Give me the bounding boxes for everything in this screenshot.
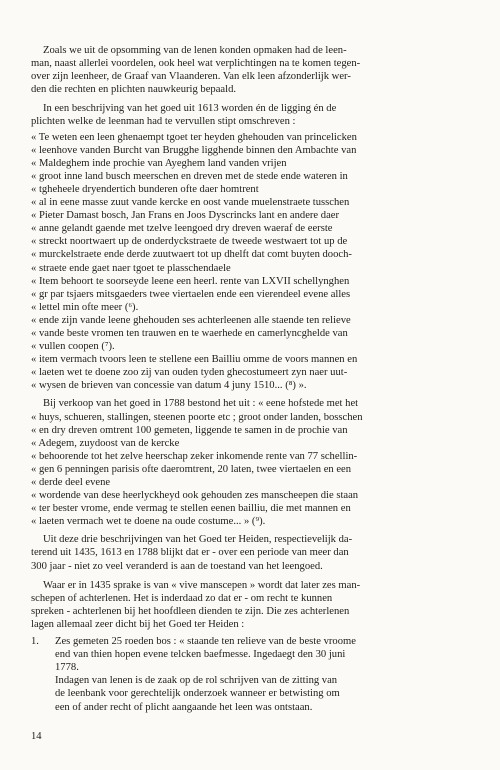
quote-line: « murckelstraete ende derde zuutwaert tot up dhelft dat comt buyten dooch- bbox=[31, 249, 352, 261]
sale-1788-paragraph bbox=[31, 397, 469, 528]
quote-line: « vullen coopen (⁷). bbox=[31, 341, 115, 353]
quote-line: « groot inne land busch meerschen en dreven met de stede ende wateren in bbox=[31, 170, 348, 182]
text-line: schepen of achterlenen. Het is inderdaad zo dat er - om recht te kunnen bbox=[31, 592, 333, 604]
conclusion-paragraph bbox=[31, 533, 469, 572]
quote-line: « Te weten een leen ghenaempt tgoet ter heyden ghehouden van princelicken bbox=[31, 131, 357, 143]
quote-line: « vande beste vromen ten trauwen en te waerhede en camerlyncghelde van bbox=[31, 327, 348, 339]
text-line: lagen allemaal zeer dicht bij het Goed ter Heiden : bbox=[31, 618, 245, 630]
list-item-line: de leenbank voor gerechtelijk onderzoek wanneer er betwisting om bbox=[55, 688, 340, 700]
quote-line: « gen 6 penningen parisis ofte daeromtrent, 20 laten, twee viertaelen en een bbox=[31, 463, 352, 475]
list-item-line: Zes gemeten 25 roeden bos : « staande ten relieve van de beste vroome bbox=[55, 636, 356, 648]
quote-line: « Adegem, zuydoost van de kercke bbox=[31, 437, 180, 449]
quote-line: « laeten wet te doene zoo zij van ouden tyden ghecostumeert zyn naer uut- bbox=[31, 367, 348, 379]
quote-line: « streckt noortwaert up de onderdyckstraete de tweede westwaert tot up de bbox=[31, 236, 348, 248]
text-line: 300 jaar - niet zo veel veranderd is aan de toestand van het leengoed. bbox=[31, 560, 323, 572]
manscepen-paragraph bbox=[31, 579, 469, 631]
quote-line: « Pieter Damast bosch, Jan Frans en Joos Dyscrincks lant en andere daer bbox=[31, 210, 340, 222]
quote-line: « Item behoort te soorseyde leene een heerl. rente van LXVII schellynghen bbox=[31, 275, 350, 287]
page-number: 14 bbox=[31, 731, 42, 742]
list-item-line: Indagen van lenen is de zaak op de rol schrijven van de zitting van bbox=[55, 675, 338, 687]
quote-line: « tgheheele dryendertich bunderen ofte daer homtrent bbox=[31, 183, 259, 195]
text-line: In een beschrijving van het goed uit 1613 worden én de ligging én de bbox=[43, 103, 337, 115]
text-line: man, naast allerlei voordelen, ook heel wat verplichtingen na te komen tegen- bbox=[31, 58, 361, 70]
text-column bbox=[31, 44, 469, 714]
quote-1613 bbox=[31, 131, 469, 393]
text-line: den die rechten en plichten nauwkeurig bepaald. bbox=[31, 84, 237, 96]
quote-line: « leenhove vanden Burcht van Brugghe ligghende binnen den Ambachte van bbox=[31, 144, 357, 156]
quote-line: « wysen de brieven van concessie van datum 4 juny 1510... (⁸) ». bbox=[31, 380, 307, 392]
text-line: Uit deze drie beschrijvingen van het Goed ter Heiden, respectievelijk da- bbox=[43, 534, 353, 546]
quote-line: « al in eene masse zuut vande kercke en oost vande muelenstraete tusschen bbox=[31, 197, 350, 209]
quote-line: « straete ende gaet naer tgoet te plasschendaele bbox=[31, 262, 231, 274]
text-line: terend uit 1435, 1613 en 1788 blijkt dat er - over een periode van meer dan bbox=[31, 547, 349, 559]
description-1613-paragraph bbox=[31, 102, 469, 128]
quote-line: « laeten vermach wet te doene na oude costume... » (⁹). bbox=[31, 516, 266, 528]
quote-line: « lettel min ofte meer (⁶). bbox=[31, 301, 139, 313]
quote-line: « derde deel evene bbox=[31, 477, 111, 488]
text-line: spreken - achterlenen bij het hoofdleen dienden te zijn. Die zes achterlenen bbox=[31, 605, 350, 617]
text-line: over zijn leenheer, de Graaf van Vlaanderen. Van elk leen afzonderlijk wer- bbox=[31, 71, 351, 83]
quote-line: « behoorende tot het zelve heerschap zeker inkomende rente van 77 schellin- bbox=[31, 450, 358, 462]
quote-line: « ter bester vrome, ende vermag te stellen eenen bailliu, die met mannen en bbox=[31, 503, 351, 515]
text-line: Waar er in 1435 sprake is van « vive manscepen » wordt dat later zes man- bbox=[43, 579, 361, 591]
quote-line: Bij verkoop van het goed in 1788 bestond het uit : « eene hofstede met het bbox=[43, 398, 359, 410]
list-item-line: end van thien hopen evene telcken baefmesse. Ingedaegt den 30 juni bbox=[55, 649, 346, 661]
text-line: Zoals we uit de opsomming van de lenen konden opmaken had de leen- bbox=[43, 45, 347, 56]
list-item-line: een of ander recht of plicht aangaande het leen was ontstaan. bbox=[55, 701, 313, 713]
quote-line: « en dry dreven omtrent 100 gemeten, liggende te samen in de prochie van bbox=[31, 424, 348, 436]
quote-line: « gr par tsjaers mitsgaeders twee viertaelen ende een vierendeel evene alles bbox=[31, 288, 351, 300]
quote-line: « anne gelandt gaende met tzelve leengoed dry dreven waeraf de eerste bbox=[31, 223, 333, 235]
quote-line: « huys, schueren, stallingen, steenen poorte etc ; groot onder landen, bosschen bbox=[31, 411, 363, 423]
intro-paragraph bbox=[31, 44, 469, 96]
quote-line: « Maldeghem inde prochie van Ayeghem land vanden vrijen bbox=[31, 157, 287, 169]
list-item-number: 1. bbox=[31, 636, 39, 648]
quote-line: « ende zijn vande leene ghehouden ses achterleenen alle staende ten relieve bbox=[31, 314, 351, 326]
list-item bbox=[31, 635, 469, 714]
achterlenen-list bbox=[31, 635, 469, 714]
list-item-line: 1778. bbox=[55, 662, 79, 674]
quote-line: « item vermach tvoors leen te stellene een Bailliu omme de voors mannen en bbox=[31, 354, 358, 366]
quote-line: « wordende van dese heerlyckheyd ook gehouden zes manscheepen die staan bbox=[31, 490, 359, 502]
text-line: plichten welke de leenman had te vervullen stipt omschreven : bbox=[31, 116, 296, 128]
